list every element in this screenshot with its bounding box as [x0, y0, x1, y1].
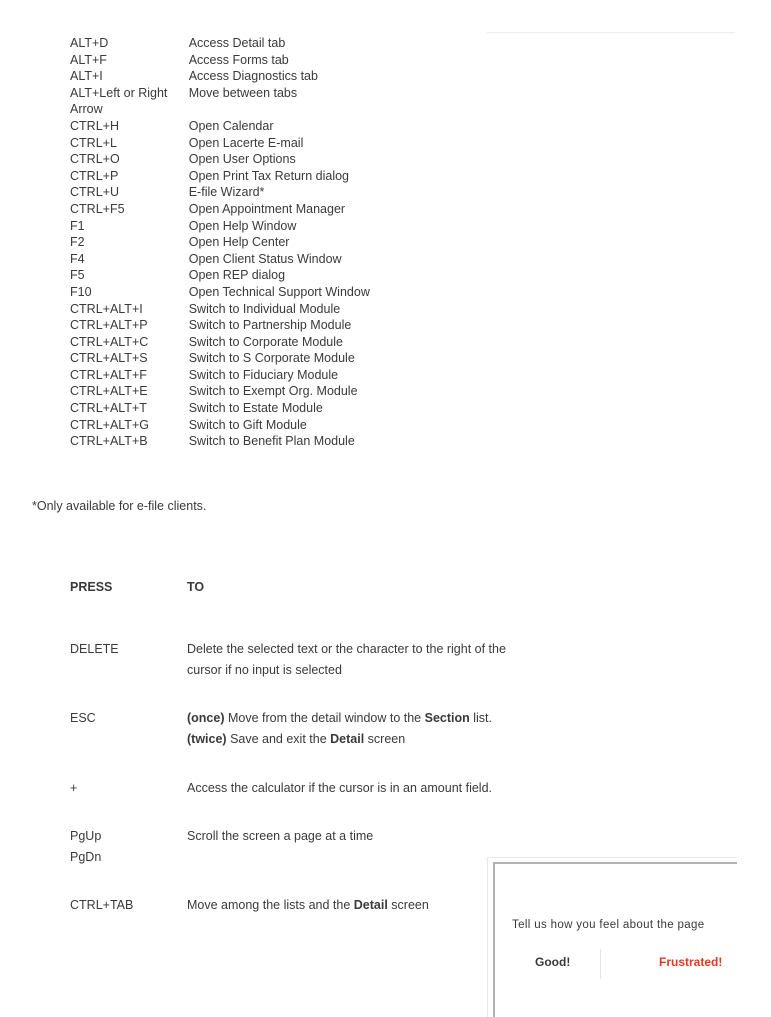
table-row — [70, 708, 510, 778]
column-header-to: TO — [187, 580, 205, 594]
shortcut-key: CTRL+ALT+B — [70, 434, 148, 449]
footnote: *Only available for e-file clients. — [32, 499, 207, 513]
table-row — [70, 118, 490, 135]
shortcut-description: Access Detail tab — [188, 36, 286, 50]
shortcut-description: Switch to Gift Module — [188, 417, 307, 432]
press-key: + — [70, 781, 78, 795]
shortcut-description: Switch to S Corporate Module — [188, 351, 355, 366]
shortcut-description: Open Client Status Window — [188, 251, 342, 266]
table-row — [70, 383, 490, 400]
shortcut-description: Open REP dialog — [188, 268, 286, 283]
shortcut-key: ALT+F — [70, 52, 107, 67]
table-row — [70, 350, 490, 367]
shortcut-key: CTRL+O — [70, 152, 120, 167]
press-to-body — [70, 577, 510, 916]
table-row — [70, 334, 490, 351]
shortcut-description: Switch to Estate Module — [188, 401, 323, 416]
table-row — [70, 639, 510, 708]
shortcut-description: Open User Options — [188, 152, 296, 167]
shortcut-description: E-file Wizard* — [188, 185, 265, 200]
header-rule — [487, 32, 735, 33]
table-row — [70, 826, 510, 895]
table-row — [70, 301, 490, 318]
table-row — [70, 317, 490, 334]
shortcut-key: CTRL+P — [70, 168, 119, 183]
table-row — [70, 151, 490, 168]
shortcut-description: Open Appointment Manager — [188, 201, 346, 216]
shortcut-key: F2 — [70, 235, 85, 250]
shortcut-description: Switch to Corporate Module — [188, 334, 343, 349]
press-description: Access the calculator if the cursor is in an amount field. — [187, 781, 493, 795]
shortcut-description: Switch to Benefit Plan Module — [188, 434, 355, 449]
feedback-divider — [600, 949, 601, 979]
feedback-good-button[interactable]: Good! — [535, 955, 571, 969]
table-row — [70, 35, 490, 52]
table-row — [70, 284, 490, 301]
shortcut-description: Switch to Partnership Module — [188, 318, 352, 333]
shortcut-description: Open Calendar — [188, 118, 274, 133]
table-row — [70, 184, 490, 201]
table-row — [70, 218, 490, 235]
table-row — [70, 135, 490, 152]
table-row — [70, 778, 510, 826]
feedback-frustrated-button[interactable]: Frustrated! — [659, 955, 723, 969]
press-key: ESC — [70, 711, 96, 725]
shortcut-key: CTRL+ALT+G — [70, 417, 149, 432]
shortcut-key: F1 — [70, 218, 85, 233]
shortcut-description: Access Diagnostics tab — [188, 69, 318, 84]
press-description: Delete the selected text or the character to the right of the cursor if no input is selected — [187, 642, 506, 677]
shortcut-key: CTRL+H — [70, 118, 119, 133]
shortcut-description: Open Print Tax Return dialog — [188, 168, 349, 183]
shortcuts-body — [70, 35, 490, 450]
feedback-widget — [487, 857, 737, 1017]
feedback-prompt: Tell us how you feel about the page — [512, 919, 705, 931]
table-row — [70, 251, 490, 268]
shortcut-key: CTRL+ALT+I — [70, 301, 143, 316]
shortcut-key: ALT+Left or Right Arrow — [70, 85, 168, 117]
shortcut-key: CTRL+ALT+T — [70, 401, 147, 416]
shortcut-key: CTRL+F5 — [70, 201, 125, 216]
table-row — [70, 201, 490, 218]
press-key: PgUp PgDn — [70, 829, 102, 864]
press-key: DELETE — [70, 642, 119, 656]
table-row — [70, 85, 490, 118]
shortcut-description: Switch to Fiduciary Module — [188, 367, 339, 382]
shortcut-description: Open Technical Support Window — [188, 284, 370, 299]
column-header-press: PRESS — [70, 580, 113, 594]
table-row — [70, 400, 490, 417]
press-key: CTRL+TAB — [70, 898, 134, 912]
shortcut-description: Switch to Exempt Org. Module — [188, 384, 358, 399]
shortcut-description: Open Help Center — [188, 235, 290, 250]
shortcut-key: F4 — [70, 251, 85, 266]
shortcut-key: ALT+D — [70, 36, 109, 50]
table-row — [70, 267, 490, 284]
shortcut-description: Open Lacerte E-mail — [188, 135, 304, 150]
shortcut-description: Open Help Window — [188, 218, 297, 233]
shortcut-key: ALT+I — [70, 69, 103, 84]
table-row — [70, 68, 490, 85]
feedback-widget-frame — [493, 862, 737, 1017]
shortcut-description: Switch to Individual Module — [188, 301, 341, 316]
shortcut-key: F5 — [70, 268, 85, 283]
press-to-table — [70, 577, 510, 916]
table-row — [70, 895, 510, 916]
shortcut-key: CTRL+ALT+C — [70, 334, 149, 349]
shortcut-key: CTRL+ALT+F — [70, 367, 147, 382]
table-header-row — [70, 577, 510, 639]
table-row — [70, 234, 490, 251]
shortcut-key: CTRL+ALT+P — [70, 318, 148, 333]
shortcut-key: CTRL+L — [70, 135, 117, 150]
table-row — [70, 367, 490, 384]
press-description: Move among the lists and the Detail screen — [187, 898, 429, 912]
press-description: Scroll the screen a page at a time — [187, 829, 374, 843]
shortcut-description: Access Forms tab — [188, 52, 289, 67]
shortcut-key: F10 — [70, 284, 92, 299]
table-row — [70, 417, 490, 434]
shortcut-key: CTRL+ALT+E — [70, 384, 148, 399]
table-row — [70, 433, 490, 450]
table-row — [70, 52, 490, 69]
shortcut-key: CTRL+ALT+S — [70, 351, 148, 366]
press-description: (once) Move from the detail window to the Section list. (twice) Save and exit the Detail screen — [187, 711, 492, 746]
keyboard-shortcuts-table — [70, 35, 490, 450]
shortcut-key: CTRL+U — [70, 185, 119, 200]
feedback-actions — [495, 949, 737, 985]
table-row — [70, 168, 490, 185]
shortcut-description: Move between tabs — [188, 85, 298, 100]
